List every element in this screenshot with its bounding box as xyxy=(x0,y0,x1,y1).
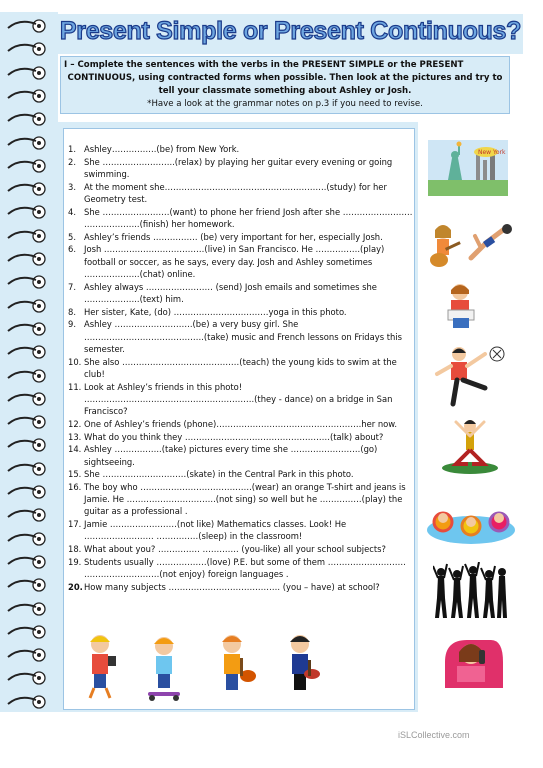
sentence-text: Ashley always …………………… (send) Josh emails and sometimes she ………………..(text) him. xyxy=(84,281,377,304)
sentence-text: Her sister, Kate, (do) ……………………….……yoga in this photo. xyxy=(84,306,347,317)
sentence-text: She …………………………(skate) in the Central Park in this photo. xyxy=(84,469,354,480)
spiral-ring xyxy=(6,435,50,455)
sentence-item xyxy=(68,206,413,231)
new-york-sign: New York xyxy=(478,149,506,156)
spiral-ring xyxy=(6,552,50,572)
sentence-number: 14. xyxy=(68,444,82,455)
spiral-ring xyxy=(6,342,50,362)
sentence-number: 20. xyxy=(68,581,83,592)
sentence-item xyxy=(68,356,413,381)
spiral-ring xyxy=(6,529,50,549)
sentence-text: The boy who ………………………………….(wear) an orange T-shirt and jeans is Jamie. He …………………………..(not sing) so well but he ……………(play) the guitar as a professional . xyxy=(84,481,406,517)
sentence-item xyxy=(68,281,413,306)
kids-figures-icon xyxy=(72,632,342,704)
spiral-ring xyxy=(6,202,50,222)
spiral-ring xyxy=(6,156,50,176)
spiral-ring xyxy=(6,459,50,479)
football-player-icon xyxy=(433,344,507,410)
spiral-ring xyxy=(6,296,50,316)
sentence-text: Ashley ……………..(take) pictures every time she …………………….(go) sightseeing. xyxy=(84,444,378,467)
spiral-ring xyxy=(6,16,50,36)
swimming-kids-icon xyxy=(425,500,517,546)
sentence-text: Ashley ……………………….(be) a very busy girl. She …………………………………….(take) music and French lessons on Fridays this semester. xyxy=(84,319,403,354)
sentence-text: Students usually ………………(love) P.E. but some of them ………………………. ………………………(not enjoy) foreign languages . xyxy=(84,556,406,580)
spiral-ring xyxy=(6,668,50,688)
sentence-text: She also ……………………………………(teach) the young kids to swim at the club! xyxy=(84,356,397,379)
sentence-number: 6. xyxy=(68,244,76,255)
sentence-text: Jamie ……………………(not like) Mathematics classes. Look! He ……………………. ……………(sleep) in the classroom! xyxy=(84,519,347,542)
instructions-line-1: I – Complete the sentences with the verbs in the PRESENT SIMPLE or the PRESENT xyxy=(64,60,464,70)
spiral-ring xyxy=(6,389,50,409)
spiral-ring xyxy=(6,86,50,106)
sentence-number: 4. xyxy=(68,206,76,217)
guitar-girl-icon xyxy=(425,222,467,274)
sentence-text: Ashley’s friends ……………. (be) very important for her, especially Josh. xyxy=(84,231,383,242)
footer xyxy=(0,712,543,768)
sentence-number: 19. xyxy=(68,556,82,567)
sentence-text: What about you? …………… …………. (you-like) all your school subjects? xyxy=(84,544,386,555)
sentence-item xyxy=(68,143,413,155)
spiral-ring xyxy=(6,109,50,129)
sentence-number: 17. xyxy=(68,519,82,530)
sentence-item xyxy=(68,581,413,593)
sentence-item xyxy=(68,518,413,543)
sentence-text: At the moment she………………………………………………….(study) for her Geometry test. xyxy=(84,181,387,204)
spiral-ring xyxy=(6,63,50,83)
page-title: Present Simple or Present Continuous? xyxy=(59,17,522,45)
sentence-number: 18. xyxy=(68,544,82,555)
sentence-number: 2. xyxy=(68,156,76,167)
spiral-ring xyxy=(6,39,50,59)
sentence-item xyxy=(68,443,413,468)
sentence-item xyxy=(68,543,413,555)
spiral-ring xyxy=(6,412,50,432)
sentence-text: Josh ………………………………(live) in San Francisco. He …………….(play) football or soccer, as he says, every day. Josh and Ashley sometimes ………………..(chat) online. xyxy=(84,244,385,279)
spiral-ring xyxy=(6,319,50,339)
spiral-ring xyxy=(6,692,50,712)
reading-girl-icon xyxy=(438,280,484,330)
phone-girl-icon xyxy=(441,632,507,692)
sentence-number: 8. xyxy=(68,306,76,317)
brand-watermark: iSLCollective.com xyxy=(398,730,470,740)
sentence-number: 3. xyxy=(68,181,76,192)
spiral-ring xyxy=(6,645,50,665)
sentence-text: What do you think they ……………………………………….……(talk) about? xyxy=(84,431,384,442)
spiral-ring xyxy=(6,366,50,386)
sentence-text: She ……………………(want) to phone her friend Josh after she ……………………. ………………..(finish) her homework. xyxy=(84,206,413,229)
instructions-line-3: tell your classmate something about Ashley or Josh. xyxy=(158,86,412,96)
spiral-binding xyxy=(0,12,58,712)
sentence-text: Ashley…………….(be) from New York. xyxy=(84,144,240,154)
picture-column xyxy=(423,122,523,712)
sentence-item xyxy=(68,418,413,430)
instructions-box xyxy=(60,56,510,114)
sentence-number: 9. xyxy=(68,319,76,330)
sentence-text: One of Ashley’s friends (phone)…………………………………………….her now. xyxy=(84,418,398,429)
sentence-text: How many subjects …………………………………. (you – have) at school? xyxy=(84,581,380,592)
sentence-item xyxy=(68,318,413,355)
spiral-ring xyxy=(6,575,50,595)
spiral-ring xyxy=(6,226,50,246)
sentence-number: 5. xyxy=(68,231,76,242)
dancers-icon xyxy=(433,562,507,620)
sentence-number: 10. xyxy=(68,356,82,367)
sentence-list xyxy=(68,143,413,594)
instructions-line-2: CONTINUOUS, using contracted forms when possible. Then look at the pictures and try to xyxy=(67,73,503,83)
sentence-item xyxy=(68,468,413,480)
sentence-item xyxy=(68,556,413,581)
sentence-number: 13. xyxy=(68,431,82,442)
swimmer-icon xyxy=(467,222,515,264)
spiral-ring xyxy=(6,272,50,292)
sentence-number: 11. xyxy=(68,381,82,392)
sentence-item xyxy=(68,156,413,181)
spiral-ring xyxy=(6,482,50,502)
sentence-number: 7. xyxy=(68,281,76,292)
sentence-number: 15. xyxy=(68,469,82,480)
sentence-item xyxy=(68,481,413,518)
sentence-item xyxy=(68,381,413,418)
spiral-ring xyxy=(6,599,50,619)
spiral-ring xyxy=(6,179,50,199)
statue-of-liberty-icon xyxy=(428,140,508,196)
sentence-text: She ……………………..(relax) by playing her guitar every evening or going swimming. xyxy=(84,156,393,179)
grammar-note: *Have a look at the grammar notes on p.3 if you need to revise. xyxy=(147,99,423,109)
sentence-item xyxy=(68,231,413,243)
spiral-ring xyxy=(6,622,50,642)
sentence-item xyxy=(68,431,413,443)
sentence-item xyxy=(68,306,413,318)
spiral-ring xyxy=(6,133,50,153)
spiral-ring xyxy=(6,249,50,269)
yoga-icon xyxy=(438,418,502,476)
sentence-item xyxy=(68,181,413,206)
sentence-number: 12. xyxy=(68,418,82,429)
sentence-number: 16. xyxy=(68,481,82,492)
spiral-ring xyxy=(6,505,50,525)
sentence-number: 1. xyxy=(68,144,76,154)
sentence-item xyxy=(68,243,413,280)
sentence-text: Look at Ashley’s friends in this photo! …………………………………………………….(they - dance) on a bridge in San Francisco? xyxy=(84,381,393,417)
